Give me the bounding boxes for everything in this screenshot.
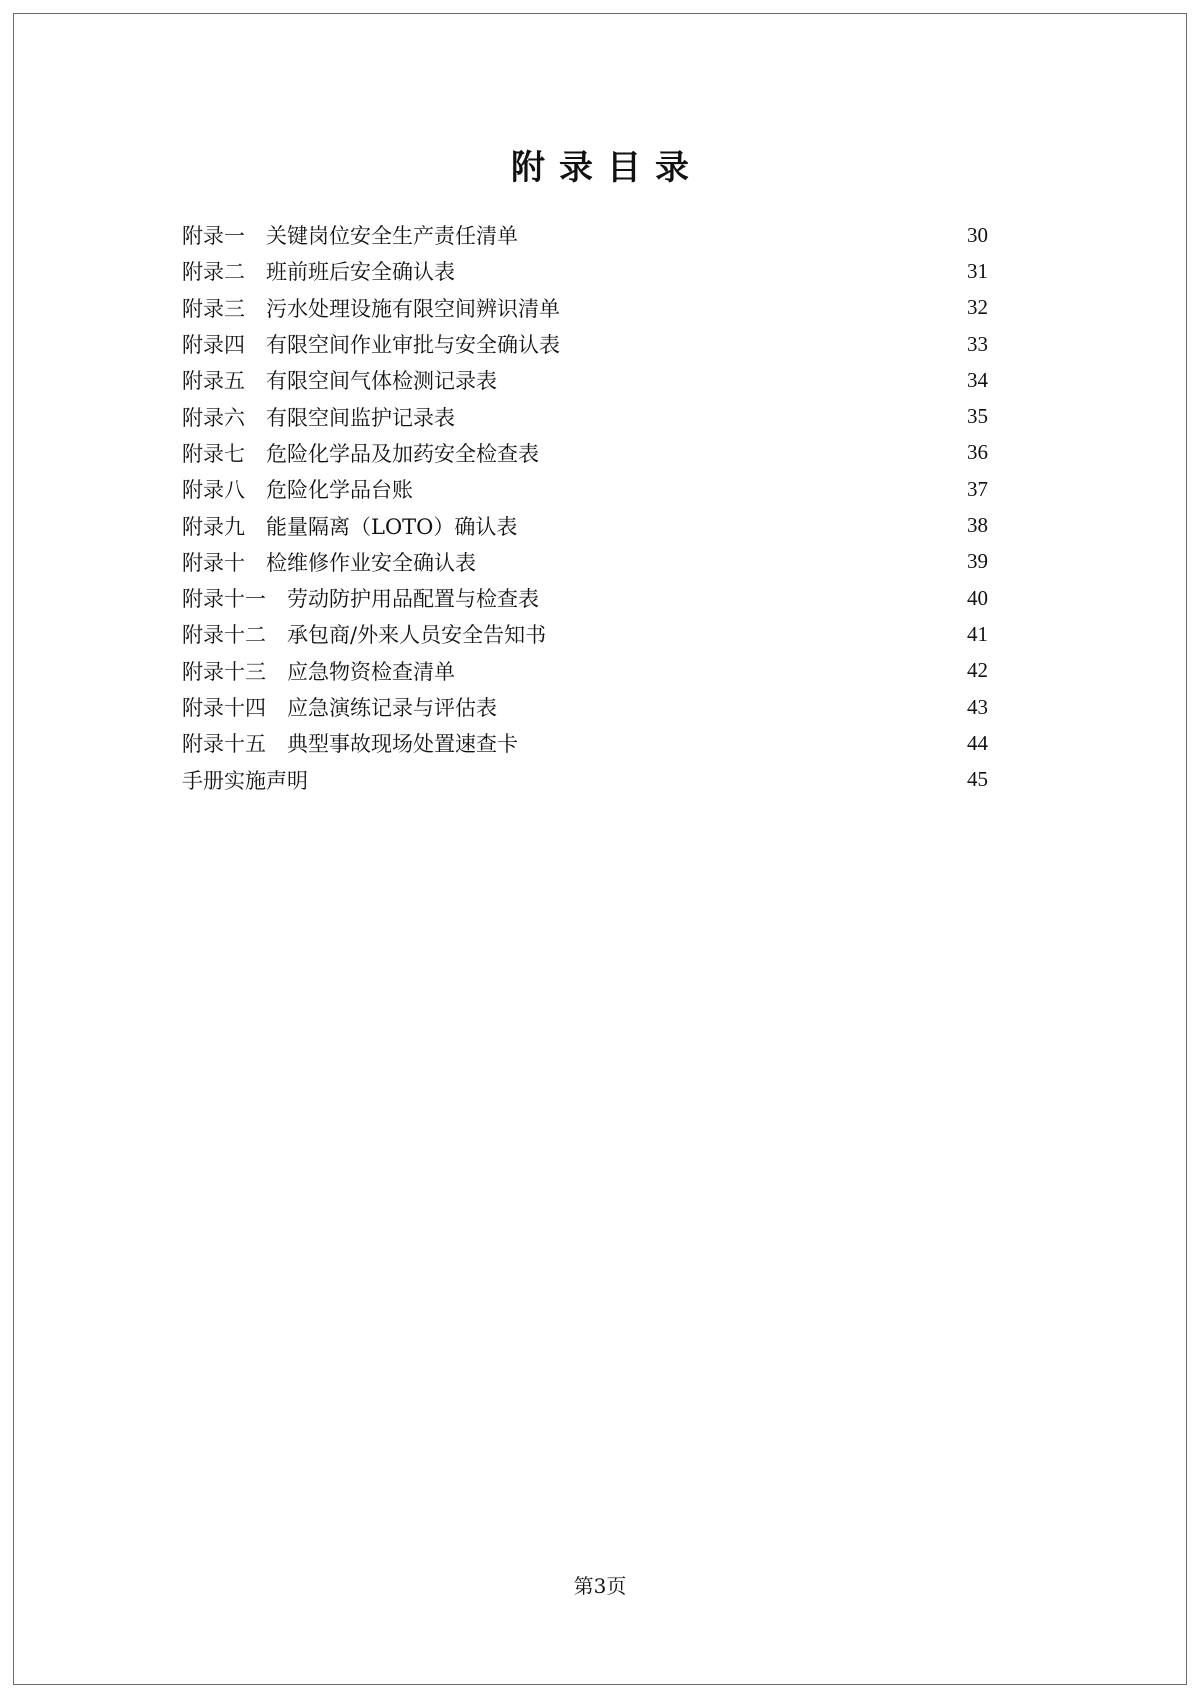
toc-entry-page-number: 38 bbox=[967, 513, 988, 538]
toc-entry-page-number: 34 bbox=[967, 367, 988, 392]
toc-entry[interactable] bbox=[182, 326, 988, 362]
toc-entry-label: 附录六 bbox=[182, 405, 245, 430]
toc-entry-label: 附录三 bbox=[182, 296, 245, 321]
toc-entry-label: 附录十二 bbox=[182, 623, 266, 648]
toc-entry-page-number: 33 bbox=[967, 331, 988, 356]
toc-entry-page-number: 41 bbox=[967, 621, 988, 646]
toc-entry-page-number: 32 bbox=[967, 295, 988, 320]
toc-entry-page-number: 40 bbox=[967, 585, 988, 610]
toc-entry-page-number: 42 bbox=[967, 658, 988, 683]
toc-entry-title: 危险化学品及加药安全检查表 bbox=[266, 441, 539, 466]
toc-entry-label: 附录八 bbox=[182, 478, 245, 503]
toc-entry[interactable] bbox=[182, 689, 988, 725]
appendix-toc bbox=[182, 217, 988, 798]
toc-entry-page-number: 43 bbox=[967, 694, 988, 719]
toc-entry-label: 附录二 bbox=[182, 260, 245, 285]
toc-entry-title: 手册实施声明 bbox=[182, 768, 308, 793]
toc-entry[interactable] bbox=[182, 725, 988, 761]
toc-entry[interactable] bbox=[182, 580, 988, 616]
toc-entry-title: 有限空间气体检测记录表 bbox=[266, 369, 497, 394]
toc-entry-title: 有限空间作业审批与安全确认表 bbox=[266, 333, 560, 358]
toc-entry[interactable] bbox=[182, 290, 988, 326]
toc-entry-label: 附录十五 bbox=[182, 732, 266, 757]
toc-entry-label: 附录十三 bbox=[182, 659, 266, 684]
toc-entry-title: 劳动防护用品配置与检查表 bbox=[287, 587, 539, 612]
toc-entry-title: 承包商/外来人员安全告知书 bbox=[287, 623, 547, 648]
toc-entry-page-number: 36 bbox=[967, 440, 988, 465]
toc-entry-page-number: 35 bbox=[967, 404, 988, 429]
toc-entry-title: 检维修作业安全确认表 bbox=[266, 550, 476, 575]
toc-entry-title: 班前班后安全确认表 bbox=[266, 260, 455, 285]
toc-entry-label: 附录十四 bbox=[182, 696, 266, 720]
toc-entry[interactable] bbox=[182, 471, 988, 507]
toc-entry[interactable] bbox=[182, 507, 988, 543]
toc-entry[interactable] bbox=[182, 435, 988, 471]
toc-entry[interactable] bbox=[182, 544, 988, 580]
toc-entry[interactable] bbox=[182, 761, 988, 797]
toc-entry-page-number: 37 bbox=[967, 476, 988, 501]
page-title: 附录目录 bbox=[511, 148, 703, 188]
toc-entry-title: 关键岗位安全生产责任清单 bbox=[266, 224, 518, 249]
toc-entry-page-number: 44 bbox=[967, 730, 988, 755]
toc-entry-label: 附录九 bbox=[182, 514, 245, 539]
toc-entry-label: 附录七 bbox=[182, 441, 245, 466]
toc-entry[interactable] bbox=[182, 616, 988, 652]
toc-entry-label: 附录四 bbox=[182, 333, 245, 358]
toc-entry-label: 附录五 bbox=[182, 369, 245, 394]
toc-entry-page-number: 45 bbox=[967, 767, 988, 792]
page-number: 第3页 bbox=[573, 1574, 627, 1598]
toc-entry-label: 附录一 bbox=[182, 224, 245, 249]
toc-entry[interactable] bbox=[182, 253, 988, 289]
toc-entry[interactable] bbox=[182, 653, 988, 689]
toc-entry-page-number: 30 bbox=[967, 222, 988, 247]
toc-entry-title: 污水处理设施有限空间辨识清单 bbox=[266, 296, 560, 321]
toc-entry-label: 附录十一 bbox=[182, 587, 266, 612]
toc-entry-title: 危险化学品台账 bbox=[266, 478, 413, 503]
toc-entry-title: 应急物资检查清单 bbox=[287, 659, 455, 684]
toc-entry-page-number: 31 bbox=[967, 258, 988, 283]
toc-entry-title: 有限空间监护记录表 bbox=[266, 405, 455, 430]
toc-entry-title: 应急演练记录与评估表 bbox=[287, 696, 497, 720]
toc-entry-title: 典型事故现场处置速查卡 bbox=[287, 732, 518, 757]
toc-entry-page-number: 39 bbox=[967, 549, 988, 574]
toc-entry-label: 附录十 bbox=[182, 550, 245, 575]
toc-entry[interactable] bbox=[182, 217, 988, 253]
toc-entry[interactable] bbox=[182, 398, 988, 434]
toc-entry[interactable] bbox=[182, 362, 988, 398]
toc-entry-title: 能量隔离（LOTO）确认表 bbox=[266, 514, 518, 539]
